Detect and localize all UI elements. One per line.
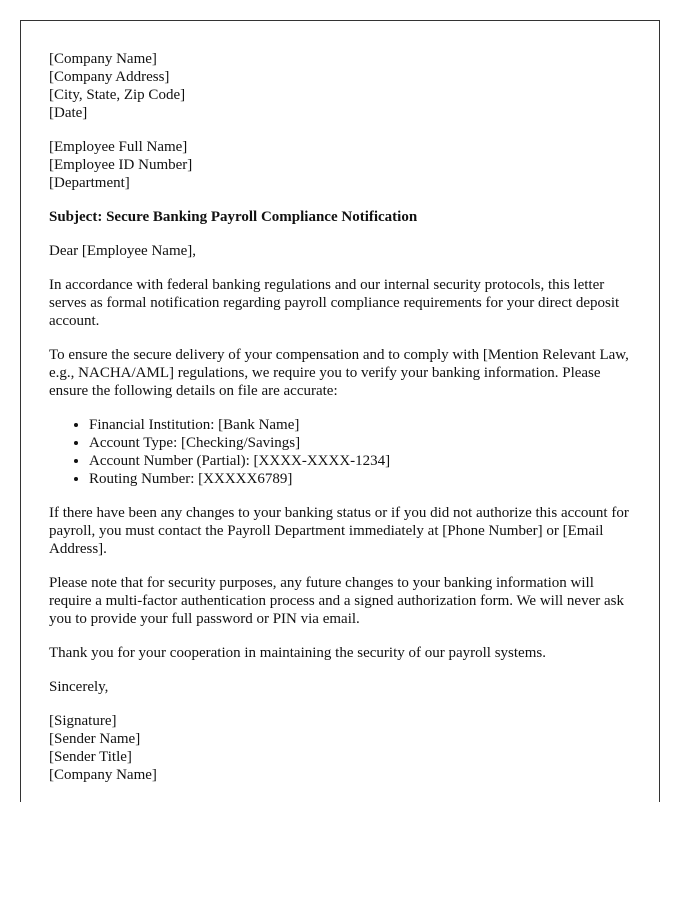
- sender-city-state-zip: [City, State, Zip Code]: [49, 87, 186, 103]
- letter-subject: Subject: Secure Banking Payroll Compliance Notification: [49, 209, 418, 225]
- salutation: Dear [Employee Name],: [49, 243, 197, 259]
- security-note-paragraph: Please note that for security purposes, any future changes to your banking information will require a multi-factor authentication process and a signed authorization form. We will never ask you to provide your full password or PIN via email.: [49, 575, 624, 627]
- thank-you-paragraph: Thank you for your cooperation in maintaining the security of our payroll systems.: [49, 645, 546, 661]
- list-item-routing-number: • Routing Number: [XXXXX6789]: [89, 470, 639, 488]
- list-item-account-type: • Account Type: [Checking/Savings]: [89, 434, 639, 452]
- list-item-account-number: • Account Number (Partial): [XXXX-XXXX-1234]: [89, 452, 639, 470]
- sender-title: [Sender Title]: [49, 749, 132, 765]
- contact-paragraph: If there have been any changes to your banking status or if you did not authorize this account for payroll, you must contact the Payroll Department immediately at [Phone Number] or [Email Address].: [49, 505, 629, 557]
- sender-company-name: [Company Name]: [49, 51, 157, 67]
- employee-id-number: [Employee ID Number]: [49, 157, 193, 173]
- sender-address-block: [49, 50, 639, 122]
- letter-date: [Date]: [49, 105, 88, 121]
- employee-department: [Department]: [49, 175, 130, 191]
- employee-full-name: [Employee Full Name]: [49, 139, 188, 155]
- recipient-block: [49, 138, 639, 192]
- list-item-financial-institution: • Financial Institution: [Bank Name]: [89, 416, 639, 434]
- intro-paragraph: In accordance with federal banking regulations and our internal security protocols, this letter serves as formal notification regarding payroll compliance requirements for your direct deposit account.: [49, 277, 620, 329]
- closing: Sincerely,: [49, 679, 109, 695]
- signature-block: [49, 712, 639, 784]
- sender-company-name-footer: [Company Name]: [49, 767, 157, 783]
- sender-name: [Sender Name]: [49, 731, 141, 747]
- signature: [Signature]: [49, 713, 117, 729]
- sender-company-address: [Company Address]: [49, 69, 170, 85]
- letter-body: [49, 50, 639, 800]
- letter-page: [20, 20, 660, 802]
- verification-paragraph: To ensure the secure delivery of your compensation and to comply with [Mention Relevant Law, e.g., NACHA/AML] regulations, we require you to verify your banking information. Please ensure the following details on file are accurate:: [49, 347, 629, 399]
- banking-details-list: [49, 416, 639, 488]
